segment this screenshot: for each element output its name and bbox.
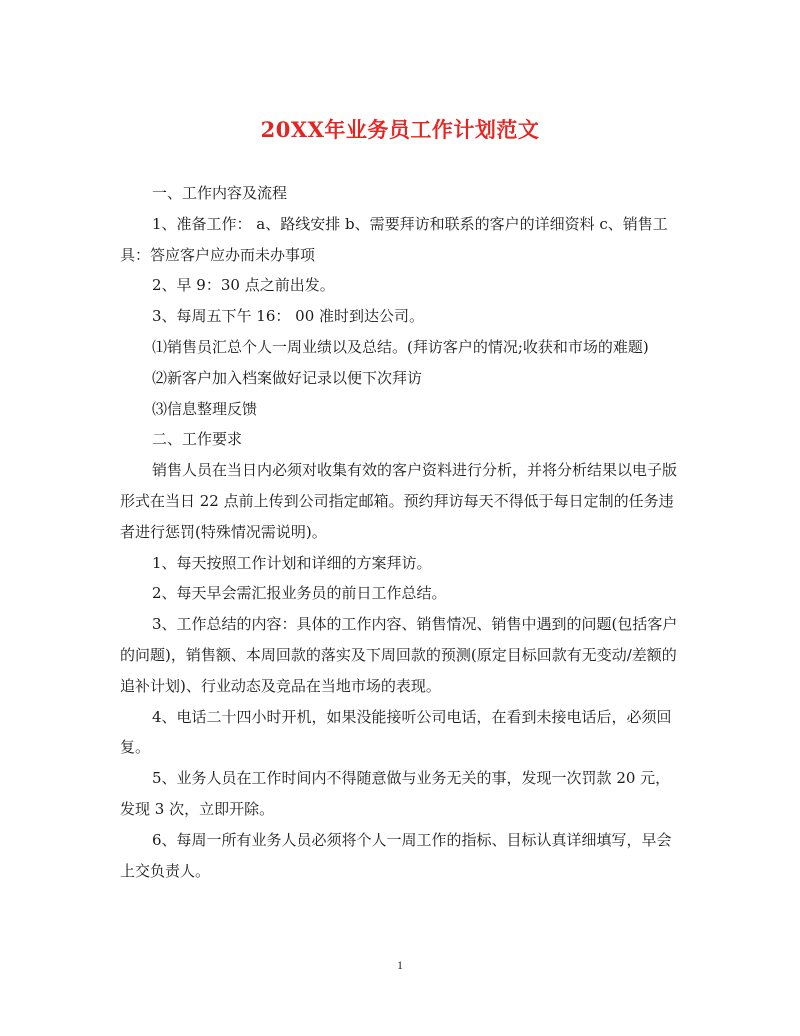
- page-number: 1: [397, 958, 403, 972]
- section-heading-work-requirements: 二、工作要求: [152, 430, 243, 449]
- paragraph-penalty: 5、业务人员在工作时间内不得随意做与业务无关的事，发现一次罚款 20 元，发现 3 次，立即开除。: [120, 769, 671, 818]
- paragraph-weekly-targets: 6、每周一所有业务人员必须将个人一周工作的指标、目标认真详细填写，早会上交负责人。: [120, 830, 672, 880]
- document-body: [120, 178, 682, 886]
- paragraph-summary-content: 3、工作总结的内容：具体的工作内容、销售情况、销售中遇到的问题(包括客户的问题)，销售额、本周回款的落实及下周回款的预测(原定目标回款有无变动/差额的追补计划)、行业动态及竞品在当地市场的表现。: [120, 615, 678, 695]
- paragraph-new-customer: ⑵新客户加入档案做好记录以便下次拜访: [152, 368, 423, 387]
- paragraph-info-feedback: ⑶信息整理反馈: [152, 399, 258, 418]
- paragraph-phone-on: 4、电话二十四小时开机，如果没能接听公司电话，在看到未接电话后，必须回复。: [120, 707, 672, 757]
- paragraph-sales-analysis: 销售人员在当日内必须对收集有效的客户资料进行分析，并将分析结果以电子版形式在当日 22 点前上传到公司指定邮箱。预约拜访每天不得低于每日定制的任务违者进行惩罚(特殊情况需说明)。: [120, 461, 678, 541]
- section-heading-work-content: 一、工作内容及流程: [152, 184, 288, 202]
- paragraph-departure-time: 2、早 9：30 点之前出发。: [152, 276, 335, 295]
- paragraph-daily-visit: 1、每天按照工作计划和详细的方案拜访。: [152, 553, 432, 572]
- paragraph-morning-report: 2、每天早会需汇报业务员的前日工作总结。: [152, 584, 447, 603]
- paragraph-preparation: 1、准备工作： a、路线安排 b、需要拜访和联系的客户的详细资料 c、销售工具：答应客户应办而未办事项: [120, 214, 668, 264]
- document-title: 20XX年业务员工作计划范文: [260, 117, 540, 142]
- paragraph-weekly-summary: ⑴销售员汇总个人一周业绩以及总结。(拜访客户的情况;收获和市场的难题): [152, 337, 649, 356]
- paragraph-friday-return: 3、每周五下午 16： 00 准时到达公司。: [152, 307, 425, 326]
